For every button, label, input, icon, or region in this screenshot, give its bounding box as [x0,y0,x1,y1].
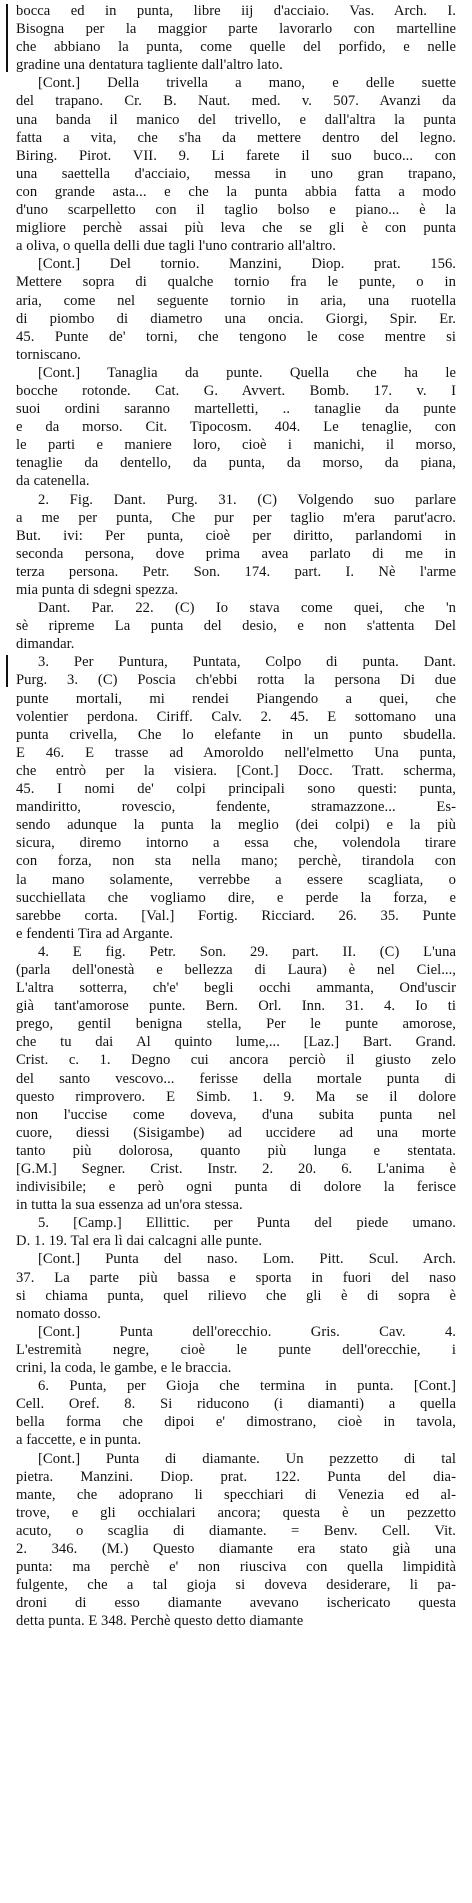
text-line: punta: ma perchè e' non riusciva con quella limpidità [16,1559,456,1576]
text-line: già tant'amorose punte. Bern. Orl. Inn. 31. 4. Io ti [16,998,456,1015]
text-line: [G.M.] Segner. Crist. Instr. 2. 20. 6. L'anima è [16,1161,456,1177]
text-line: acuto, o scaglia di diamante. = Benv. Cell. Vit. [16,1522,456,1539]
text-line: Crist. c. 1. Degno cui ancora perciò il giusto zelo [16,1052,456,1069]
text-line: 45. Punte de' torni, che tengono le cose mentre si [16,328,456,345]
text-line: con forza, non sta nella mano; perchè, tirandola con [16,853,456,870]
text-line: L'altra sotterra, ch'e' begli occhi ammanta, Ond'uscir [16,980,456,997]
text-line: bocche rotonde. Cat. G. Avvert. Bomb. 17. v. I [16,382,456,399]
text-line: la mano solamente, verrebbe a essere scagliata, o [16,871,456,888]
text-line: D. 1. 19. Tal era lì dai calcagni alle punte. [16,1233,263,1250]
text-line: bella forma che dipoi e' dimostrano, cioè in tavola, [16,1414,456,1431]
entry-paragraph [16,2,456,74]
text-line: tenaglie da dentello, da punta, da morso, da piana, [16,455,456,472]
entry-paragraph [16,1450,456,1631]
text-line: torniscano. [16,346,81,363]
text-line: sarebbe corta. [Val.] Fortig. Ricciard. 26. 35. Punte [16,907,456,924]
text-line: [Cont.] Della trivella a mano, e delle suette [38,75,456,92]
text-line: fatta a vita, che s'ha da mettere dentro del legno. [16,129,456,146]
text-line: sè ripreme La punta del desio, e non s'attenta Del [16,618,456,635]
margin-rule [6,4,8,72]
text-line: 2. Fig. Dant. Purg. 31. (C) Volgendo suo parlare [38,491,456,508]
text-line: una banda il manico del trivello, e dall'altra la punta [16,111,456,128]
text-line: [Cont.] Punta di diamante. Un pezzetto di tal [38,1450,456,1467]
text-line: che entrò per la visiera. [Cont.] Docc. Tratt. scherma, [16,762,456,779]
entry-paragraph [16,364,456,491]
text-line: a faccette, e in punta. [16,1432,142,1449]
text-line: le parti e maniere loro, cioè i manichi, il morso, [16,437,456,454]
text-line: dimandar. [16,636,75,653]
text-line: E 46. E trasse ad Amoroldo nell'elmetto Una punta, [16,744,456,761]
entry-paragraph [16,74,456,255]
text-line: [Cont.] Punta del naso. Lom. Pitt. Scul. Arch. [38,1251,456,1268]
text-line: una saettella d'acciaio, messa in uno gran trapano, [16,165,456,182]
text-line: mante, che adoprano li specchiari di Venezia ed al- [16,1486,456,1503]
text-line: 45. I nomi de' colpi principali sono questi: punta, [16,781,456,798]
text-line: e da morso. Cit. Tipocosm. 404. Le tenaglie, con [16,419,456,436]
text-line: [Cont.] Tanaglia da punte. Quella che ha le [38,364,456,381]
text-line: tanto più dolorosa, quanto più lunga e stentata. [16,1142,456,1159]
text-line: si chiama punta, quel rilievo che gli è di sopra è [16,1287,456,1304]
text-line: di piombo di diametro una oncia. Giorgi, Spir. Er. [16,310,456,327]
text-line: sicura, diremo intorno a essa che, volendola tirare [16,835,456,852]
text-line: e fendenti Tira ad Argante. [16,925,174,942]
text-line: Dant. Par. 22. (C) Io stava come quei, che 'n [38,600,456,617]
text-line: che abbiano la punta, come quelle del porfido, e nelle [16,39,456,56]
text-line: crini, la coda, le gambe, e le braccia. [16,1360,232,1377]
text-line: 6. Punta, per Gioja che termina in punta. [Cont.] [38,1378,456,1395]
text-line: suoi ordini saranno martelletti, .. tanaglie da punte [16,401,456,418]
entry-paragraph [16,599,456,653]
text-line: prego, gentil benigna stella, Per le punte amorose, [16,1016,456,1033]
text-line: droni di esso diamante avevano ischericato questa [16,1595,456,1612]
text-line: indivisibile; e però ogni punta di dolore la ferisce [16,1179,456,1196]
text-line: 4. E fig. Petr. Son. 29. part. II. (C) L'una [38,943,456,960]
text-line: punta crivella, Che lo elefante in un punto sbudella. [16,726,456,743]
text-line: a oliva, o quella delli due tagli l'uno contrario all'altro. [16,238,336,255]
text-line: a me per punta, Che pur per taglio m'era parut'acro. [16,509,456,526]
text-line: trove, e gli occhialari ancora; questa è un pezzetto [16,1504,456,1521]
text-line: Bisogna per la maggior parte lavorarlo con martelline [16,21,456,38]
text-line: 37. La parte più bassa e sporta in fuori del naso [16,1269,456,1286]
text-line: che tu dai Al quinto lume,... [Laz.] Bart. Grand. [16,1034,456,1051]
text-line: mia punta di sdegni spezza. [16,582,179,598]
text-line: questo rimprovero. E Simb. 1. 9. Ma se il dolore [16,1088,456,1105]
text-line: con grande asta... e che la punta abbia fatta a modo [16,183,456,200]
text-line: L'estremità negre, cioè le punte dell'orecchie, i [16,1341,456,1358]
entry-paragraph [16,1214,456,1250]
text-line: detta punta. E 348. Perchè questo detto diamante [16,1613,304,1630]
text-line: d'uno scarpelletto con il taglio bolso e piano... è la [16,202,456,219]
entry-paragraph [16,943,456,1214]
text-line: pietra. Manzini. Diop. prat. 122. Punta del dia- [16,1468,456,1485]
text-line: 3. Per Puntura, Puntata, Colpo di punta. Dant. [38,654,456,671]
text-line: del santo vescovo... ferisse della mortale punta di [16,1070,456,1087]
text-line: 2. 346. (M.) Questo diamante era stato già una [16,1540,456,1557]
text-line: volentier perdona. Ciriff. Calv. 2. 45. E sottomano una [16,708,456,725]
text-line: cuore, diessi (Sisigambe) ad uccidere ad una morte [16,1124,456,1141]
text-line: non l'uccise come doveva, d'una subita punta nel [16,1106,456,1123]
text-line: aria, come nel seguente tornio in aria, una ruotella [16,292,456,309]
text-line: 5. [Camp.] Ellittic. per Punta del piede umano. [38,1215,456,1232]
text-line: seconda persona, dove prima avea parlato di me in [16,545,456,562]
text-line: [Cont.] Del tornio. Manzini, Diop. prat. 156. [38,256,456,273]
text-line: Cell. Oref. 8. Si riducono (i diamanti) a quella [16,1396,456,1413]
text-line: in tutta la sua essenza ad un'ora stessa. [16,1197,243,1214]
entry-paragraph [16,255,456,364]
entry-paragraph [16,1323,456,1377]
text-line: But. ivi: Per punta, cioè per diritto, parlandomi in [16,527,456,544]
text-line: (parla dell'onestà e bellezza di Laura) è nel Ciel..., [16,961,456,978]
text-line: bocca ed in punta, libre iij d'acciaio. Vas. Arch. I. [16,3,456,19]
text-line: Purg. 3. (C) Poscia ch'ebbi rotta la persona Di due [16,672,456,689]
entry-paragraph [16,1377,456,1449]
text-line: mandiritto, rovescio, fendente, stramazzone... Es- [16,799,456,816]
text-line: del trapano. Cr. B. Naut. med. v. 507. Avanzi da [16,93,456,110]
text-line: [Cont.] Punta dell'orecchio. Gris. Cav. 4. [38,1323,456,1340]
text-line: da catenella. [16,473,90,490]
text-line: nomato dosso. [16,1305,101,1322]
margin-rule [6,655,8,687]
text-line: punte mortali, mi rendei Piangendo a quei, che [16,690,456,707]
text-line: gradine una dentatura tagliente dall'altro lato. [16,57,283,74]
text-line: sendo adunque la punta la meglio (dei colpi) e la più [16,817,456,834]
text-column [16,2,456,1630]
entry-paragraph [16,491,456,600]
entry-paragraph [16,653,456,943]
text-line: Biring. Pirot. VII. 9. Li farete il suo buco... con [16,147,456,164]
text-line: terza persona. Petr. Son. 174. part. I. Nè l'arme [16,563,456,580]
text-line: fulgente, che a tal gioja si doveva desiderare, li pa- [16,1577,456,1594]
text-line: Mettere sopra di qualche tornio fra le punte, o in [16,274,456,291]
text-line: migliore perchè assai più leva che se gli è con punta [16,220,456,237]
text-line: succhiellata che vogliamo dire, e perde la forza, e [16,889,456,906]
entry-paragraph [16,1250,456,1322]
